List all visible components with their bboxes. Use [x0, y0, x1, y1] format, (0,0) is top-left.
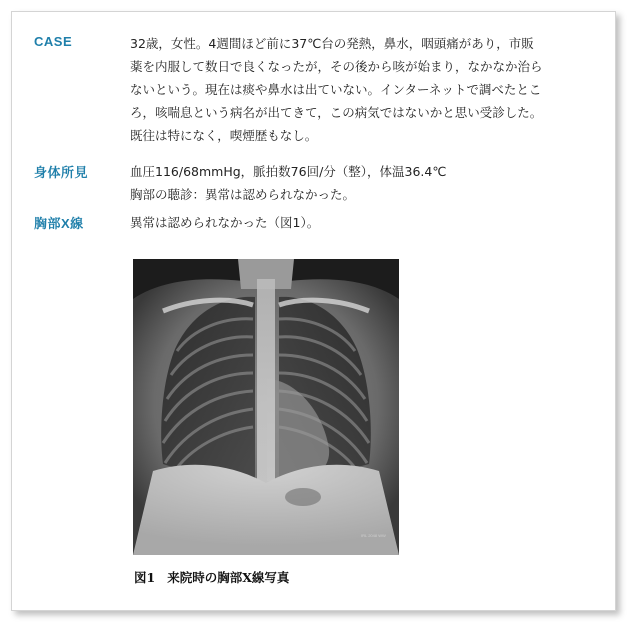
physical-text — [130, 160, 596, 206]
case-text — [130, 32, 596, 147]
case-line: ないという。現在は痰や鼻水は出ていない。インターネットで調べたとこ — [130, 82, 542, 97]
xray-watermark: IRL 2048 WW — [361, 533, 386, 538]
case-line: 32歳，女性。4週間ほど前に37℃台の発熱，鼻水，咽頭痛があり，市販 — [130, 36, 534, 51]
figure-caption — [134, 568, 289, 586]
figure-caption-text: 来院時の胸部X線写真 — [167, 570, 290, 585]
case-page — [11, 11, 616, 611]
case-label: CASE — [34, 34, 73, 49]
xray-line: 異常は認められなかった（図1）。 — [130, 215, 320, 230]
chest-xray-image — [133, 259, 399, 555]
figure-number: 図1 — [134, 570, 156, 585]
case-line: 薬を内服して数日で良くなったが，その後から咳が始まり，なかなか治ら — [130, 59, 543, 74]
xray-text — [130, 211, 596, 234]
case-line: ろ，咳喘息という病名が出てきて，この病気ではないかと思い受診した。 — [130, 105, 543, 120]
physical-line: 胸部の聴診：異常は認められなかった。 — [130, 187, 356, 202]
physical-line: 血圧116/68mmHg，脈拍数76回/分（整），体温36.4℃ — [130, 164, 447, 179]
case-line: 既往は特になく，喫煙歴もなし。 — [130, 128, 318, 143]
xray-label: 胸部X線 — [34, 216, 84, 231]
physical-label: 身体所見 — [34, 165, 89, 180]
